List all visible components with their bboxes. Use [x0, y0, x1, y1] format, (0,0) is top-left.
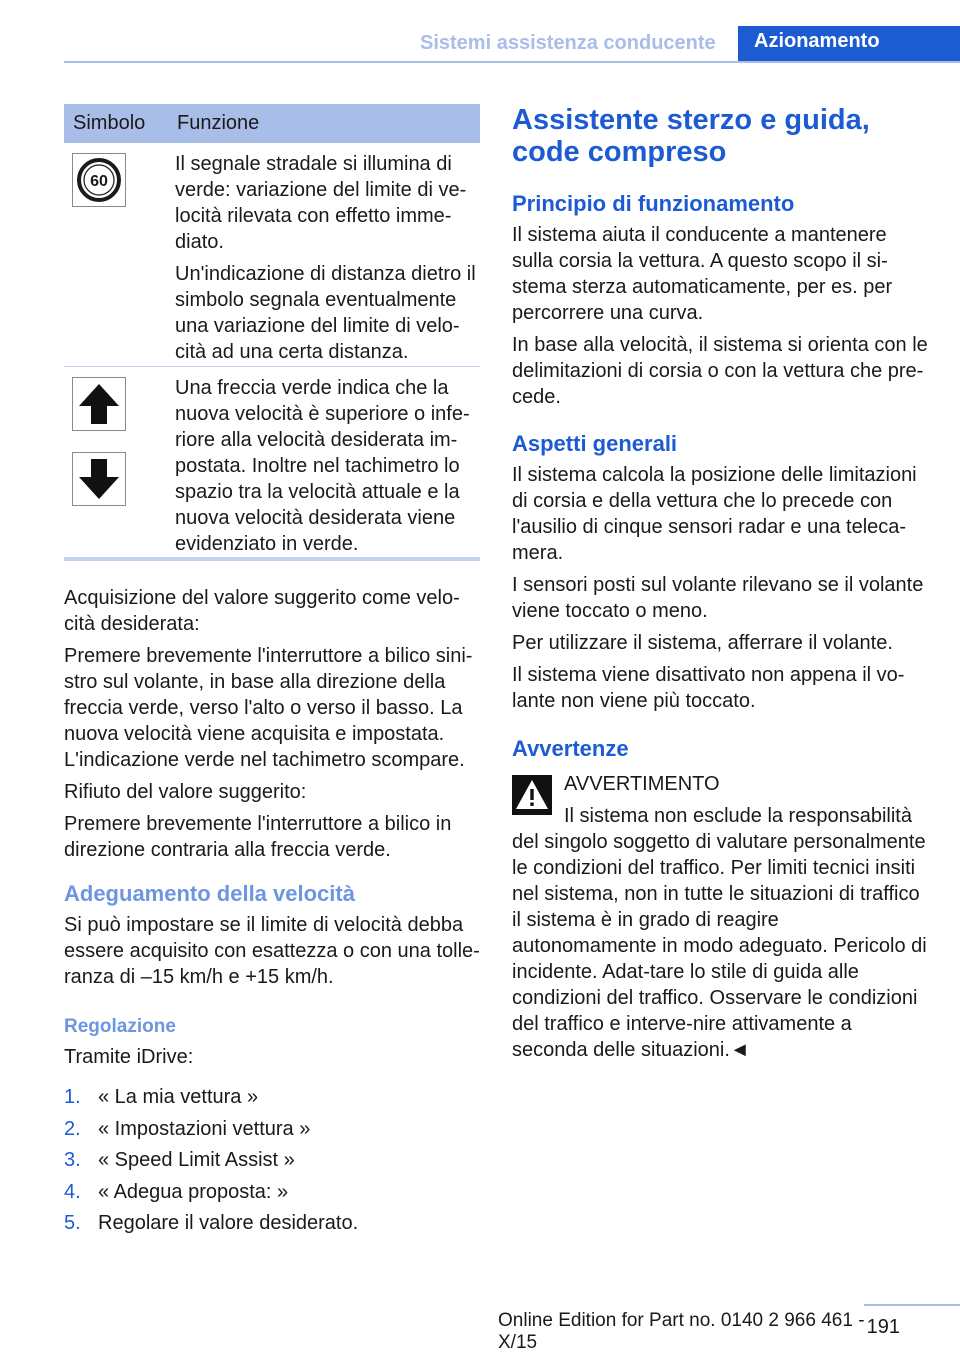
speed-limit-value: 60	[90, 173, 108, 190]
heading-settings: Regolazione	[64, 1016, 176, 1037]
paragraph: I sensori posti sul volante rilevano se il volante viene toccato o meno.	[512, 574, 924, 622]
paragraph: Tramite iDrive:	[64, 1046, 194, 1068]
heading-principle: Principio di funzionamento	[512, 191, 795, 216]
section-title: Sistemi assistenza conducente	[420, 32, 716, 54]
heading-warnings: Avvertenze	[512, 736, 629, 761]
heading-general: Aspetti generali	[512, 431, 678, 456]
edition-note: Online Edition for Part no. 0140 2 966 461 - X/15	[498, 1310, 865, 1353]
page-number: 191	[866, 1316, 900, 1338]
footer-rule	[864, 1304, 960, 1306]
list-item: 2. « Impostazioni vettura »	[64, 1117, 311, 1140]
paragraph: Premere brevemente l'interruttore a bilico in direzione contraria alla freccia verde.	[64, 813, 452, 861]
warning-text: del singolo soggetto di valutare personalmente le condizioni del traffico. Per limiti tecnici insiti nel sistema, non in tutte le situazioni di traffico il sistema è in grado di reagire autonomamente in modo adeguato. Pericolo di incidente. Adat-tare lo stile di guida alle condizioni del traffico. Osservare le condizioni del traffico e interve-nire attivamente a seconda delle situazioni.◄	[512, 831, 927, 1061]
chapter-tab: Azionamento	[738, 26, 960, 61]
list-item: 3. « Speed Limit Assist »	[64, 1149, 295, 1171]
symbol-cell	[64, 143, 175, 366]
speed-limit-60-icon	[72, 153, 126, 207]
function-cell	[175, 367, 480, 557]
arrow-down-icon	[72, 452, 126, 506]
principle-text	[512, 222, 928, 410]
function-text: Il segnale stradale si illumina di verde: variazione del limite di ve-locità rilevata con effetto imme-diato.	[175, 153, 467, 253]
symbol-table	[64, 104, 480, 561]
warning-triangle-icon	[512, 775, 552, 815]
function-text: Un'indicazione di distanza dietro il simbolo segnala eventualmente una variazione del limite di velo-cità ad una certa distanza.	[175, 263, 476, 363]
paragraph: Per utilizzare il sistema, afferrare il volante.	[512, 632, 893, 654]
list-item: 1. « La mia vettura »	[64, 1086, 259, 1108]
paragraph: Rifiuto del valore suggerito:	[64, 781, 307, 803]
suggestion-instructions	[64, 585, 480, 863]
heading-speed-adjustment: Adeguamento della velocità	[64, 881, 355, 906]
paragraph: Si può impostare se il limite di velocità debba essere acquisito con esattezza o con una tolle-ranza di –15 km/h e +15 km/h.	[64, 914, 480, 988]
symbol-cell	[64, 367, 175, 557]
warning-label: AVVERTIMENTO	[564, 773, 720, 795]
paragraph: Premere brevemente l'interruttore a bilico sini-stro sul volante, in base alla direzione della freccia verde, verso l'alto o verso il basso. La nuova velocità viene acquisita e impostata. L'indicazione verde nel tachimetro scompare.	[64, 645, 473, 771]
table-row	[64, 367, 480, 561]
function-text: Una freccia verde indica che la nuova velocità è superiore o infe-riore alla velocità desiderata im-postata. Inoltre nel tachimetro lo spazio tra la velocità attuale e la nuova velocità desiderata viene evidenziato in verde.	[175, 377, 470, 555]
page-title: Assistente sterzo e guida, code compreso	[512, 104, 870, 168]
steps-list	[64, 1084, 480, 1242]
function-cell	[175, 143, 480, 366]
paragraph: Il sistema viene disattivato non appena il vo-lante non viene più toccato.	[512, 664, 905, 712]
paragraph: Acquisizione del valore suggerito come velo-cità desiderata:	[64, 587, 460, 635]
paragraph: In base alla velocità, il sistema si orienta con le delimitazioni di corsia o con la vettura che pre-cede.	[512, 334, 928, 408]
header-rule	[64, 61, 960, 63]
column-header-function: Funzione	[177, 112, 260, 134]
list-item: 5. Regolare il valore desiderato.	[64, 1212, 359, 1234]
paragraph: Il sistema calcola la posizione delle limitazioni di corsia e della vettura che lo precede con l'ausilio di cinque sensori radar e una teleca-mera.	[512, 464, 917, 564]
list-item: 4. « Adegua proposta: »	[64, 1180, 289, 1203]
warning-text-first: Il sistema non esclude la responsabilità	[564, 805, 912, 827]
column-header-symbol: Simbolo	[73, 112, 146, 134]
arrow-up-icon	[72, 377, 126, 431]
general-text	[512, 462, 928, 714]
table-header	[64, 104, 480, 143]
paragraph: Il sistema aiuta il conducente a mantenere sulla corsia la vettura. A questo scopo il si-stema sterza automaticamente, per es. per percorrere una curva.	[512, 224, 893, 324]
table-row	[64, 143, 480, 367]
